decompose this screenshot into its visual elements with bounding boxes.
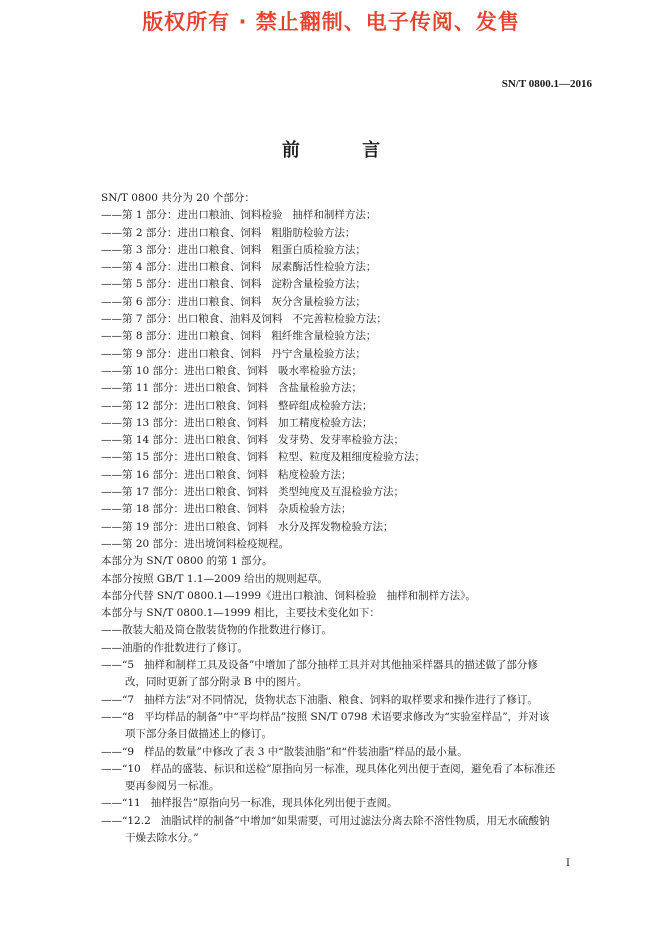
part-item: ——第 9 部分：进出口粮食、饲料 丹宁含量检验方法； <box>101 347 366 360</box>
part-item: ——第 20 部分：进出境饲料检疫规程。 <box>101 537 290 550</box>
change-item-continuation: 干燥去除水分。” <box>125 831 199 844</box>
part-item: ——第 12 部分：进出口粮食、饲料 整碎组成检验方法； <box>101 399 373 412</box>
part-item: ——第 5 部分：进出口粮食、饲料 淀粉含量检验方法； <box>101 278 366 291</box>
page-number: I <box>566 858 570 869</box>
copyright-watermark: 版权所有 · 禁止翻制、电子传阅、发售 <box>142 10 520 34</box>
change-item: ——“12.2 油脂试样的制备”中增加“如果需要，可用过滤法分离去除不溶性物质，用无水硫酸钠 <box>101 814 550 827</box>
part-item: ——第 1 部分：进出口粮油、饲料检验 抽样和制样方法； <box>101 209 377 222</box>
part-item: ——第 7 部分：出口粮食、油料及饲料 不完善粒检验方法； <box>101 313 387 326</box>
foreword-body <box>101 190 601 847</box>
statements <box>101 553 601 622</box>
change-item: ——油脂的作批数进行了修订。 <box>101 641 248 654</box>
standard-code: SN/T 0800.1—2016 <box>501 78 592 90</box>
change-item-continuation: 项下部分条目做描述上的修订。 <box>125 728 272 741</box>
intro-line: SN/T 0800 共分为 20 个部分： <box>101 192 255 204</box>
change-item: ——“5 抽样和制样工具及设备”中增加了部分抽样工具并对其他抽采样器具的描述做了部分修 <box>101 659 538 672</box>
part-item: ——第 8 部分：进出口粮食、饲料 粗纤维含量检验方法； <box>101 330 377 343</box>
part-item: ——第 15 部分：进出口粮食、饲料 粒型、粒度及粗细度检验方法； <box>101 451 426 464</box>
part-item: ——第 19 部分：进出口粮食、饲料 水分及挥发物检验方法； <box>101 520 394 533</box>
change-item-continuation: 要再参阅另一标准。 <box>125 780 220 793</box>
part-item: ——第 18 部分：进出口粮食、饲料 杂质检验方法； <box>101 503 352 516</box>
change-item: ——“9 样品的数量”中修改了表 3 中“散装油脂”和“件装油脂”样品的最小量。 <box>101 745 468 758</box>
part-item: ——第 2 部分：进出口粮食、饲料 粗脂肪检验方法； <box>101 226 356 239</box>
part-item: ——第 17 部分：进出口粮食、饲料 类型纯度及互混检验方法； <box>101 486 405 499</box>
part-item: ——第 3 部分：进出口粮食、饲料 粗蛋白质检验方法； <box>101 243 366 256</box>
change-item: ——“10 样品的盛装、标识和送检”原指向另一标准，现具体化列出便于查阅，避免看了本标准还 <box>101 762 556 775</box>
statement-line: 本部分与 SN/T 0800.1—1999 相比，主要技术变化如下： <box>101 607 380 620</box>
change-item: ——“7 抽样方法”对不同情况，货物状态下油脂、粮食、饲料的取样要求和操作进行了修订。 <box>101 693 538 706</box>
parts-list <box>101 207 601 553</box>
part-item: ——第 16 部分：进出口粮食、饲料 粘度检验方法； <box>101 468 352 481</box>
part-item: ——第 10 部分：进出口粮食、饲料 吸水率检验方法； <box>101 364 363 377</box>
change-item: ——“11 抽样报告”原指向另一标准，现具体化列出便于查阅。 <box>101 797 398 810</box>
statement-line: 本部分代替 SN/T 0800.1—1999《进出口粮油、饲料检验 抽样和制样方法》。 <box>101 589 476 602</box>
part-item: ——第 13 部分：进出口粮食、饲料 加工精度检验方法； <box>101 416 373 429</box>
statement-line: 本部分为 SN/T 0800 的第 1 部分。 <box>101 555 273 568</box>
change-item: ——散装大船及筒仓散装货物的作批数进行修订。 <box>101 624 332 637</box>
part-item: ——第 4 部分：进出口粮食、饲料 尿素酶活性检验方法； <box>101 261 377 274</box>
change-item-continuation: 改，同时更新了部分附录 B 中的图片。 <box>125 676 308 689</box>
part-item: ——第 14 部分：进出口粮食、饲料 发芽势、发芽率检验方法； <box>101 434 405 447</box>
change-item: ——“8 平均样品的制备”中“平均样品”按照 SN/T 0798 术语要求修改为“实验室样品”，并对该 <box>101 710 550 723</box>
statement-line: 本部分按照 GB/T 1.1—2009 给出的规则起草。 <box>101 572 329 585</box>
part-item: ——第 6 部分：进出口粮食、饲料 灰分含量检验方法； <box>101 295 366 308</box>
page-title: 前 言 <box>281 140 409 161</box>
changes-list <box>101 622 601 847</box>
part-item: ——第 11 部分：进出口粮食、饲料 含盐量检验方法； <box>101 382 363 395</box>
